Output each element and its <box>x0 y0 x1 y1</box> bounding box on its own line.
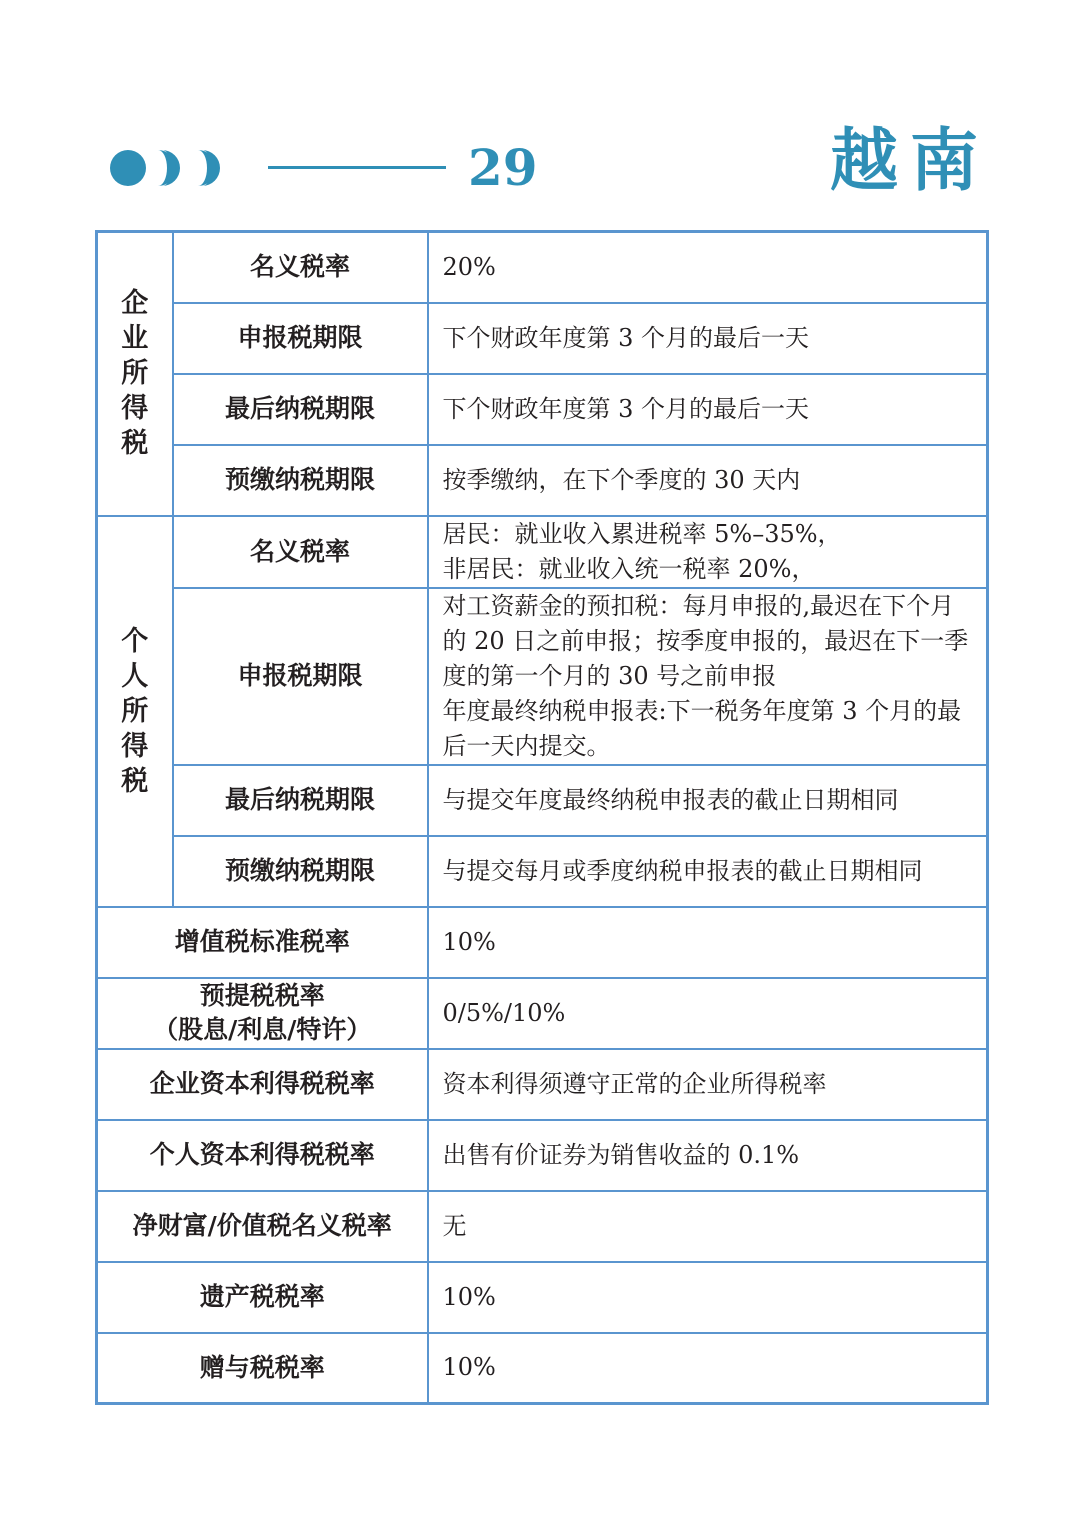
row-value: 10% <box>428 1262 988 1333</box>
row-label: 赠与税税率 <box>97 1333 428 1404</box>
row-value: 出售有价证券为销售收益的 0.1% <box>428 1120 988 1191</box>
row-label: 遗产税税率 <box>97 1262 428 1333</box>
row-label: 名义税率 <box>173 232 428 303</box>
row-value: 与提交年度最终纳税申报表的截止日期相同 <box>428 765 988 836</box>
table-row <box>97 445 988 516</box>
row-value: 0/5%/10% <box>428 978 988 1049</box>
row-label: 增值税标准税率 <box>97 907 428 978</box>
group-label-corporate: 企业所得税 <box>97 232 173 516</box>
row-value <box>428 516 988 588</box>
country-title: 越南 <box>830 122 991 201</box>
row-value: 无 <box>428 1191 988 1262</box>
label-line: （股息/利息/特许） <box>153 1015 372 1044</box>
tax-table <box>95 230 989 1405</box>
row-label: 净财富/价值税名义税率 <box>97 1191 428 1262</box>
table-row <box>97 1191 988 1262</box>
row-label: 名义税率 <box>173 516 428 588</box>
row-value: 资本利得须遵守正常的企业所得税率 <box>428 1049 988 1120</box>
row-label: 企业资本利得税税率 <box>97 1049 428 1120</box>
table-row <box>97 232 988 303</box>
decorative-dots-icon <box>110 150 230 186</box>
table-row <box>97 1120 988 1191</box>
header-rule <box>268 166 446 169</box>
value-line: 居民：就业收入累进税率 5%–35%， <box>442 519 842 548</box>
value-line: 年度最终纳税申报表:下一税务年度第 3 个月的最后一天内提交。 <box>442 696 962 760</box>
row-value: 与提交每月或季度纳税申报表的截止日期相同 <box>428 836 988 907</box>
row-label: 最后纳税期限 <box>173 374 428 445</box>
table-row <box>97 907 988 978</box>
row-label: 申报税期限 <box>173 588 428 765</box>
row-label: 个人资本利得税税率 <box>97 1120 428 1191</box>
row-value: 10% <box>428 1333 988 1404</box>
label-line: 预提税税率 <box>199 981 325 1010</box>
page-number: 29 <box>468 138 538 197</box>
table-row <box>97 1262 988 1333</box>
table-row <box>97 374 988 445</box>
page-header <box>0 0 1080 230</box>
table-row <box>97 516 988 588</box>
value-line: 对工资薪金的预扣税：每月申报的,最迟在下个月的 20 日之前申报；按季度申报的，最迟在下一季度的第一个月的 30 号之前申报 <box>442 591 969 690</box>
row-value: 下个财政年度第 3 个月的最后一天 <box>428 374 988 445</box>
group-label-individual: 个人所得税 <box>97 516 173 907</box>
table-row <box>97 1333 988 1404</box>
row-label <box>97 978 428 1049</box>
table-row <box>97 836 988 907</box>
table-row <box>97 765 988 836</box>
table-row <box>97 1049 988 1120</box>
value-line: 非居民：就业收入统一税率 20%， <box>442 554 816 583</box>
table-row <box>97 303 988 374</box>
row-label: 预缴纳税期限 <box>173 836 428 907</box>
row-value: 10% <box>428 907 988 978</box>
table-row <box>97 588 988 765</box>
row-label: 预缴纳税期限 <box>173 445 428 516</box>
row-value: 下个财政年度第 3 个月的最后一天 <box>428 303 988 374</box>
row-value: 20% <box>428 232 988 303</box>
row-label: 最后纳税期限 <box>173 765 428 836</box>
row-value <box>428 588 988 765</box>
row-value: 按季缴纳，在下个季度的 30 天内 <box>428 445 988 516</box>
row-label: 申报税期限 <box>173 303 428 374</box>
table-row <box>97 978 988 1049</box>
